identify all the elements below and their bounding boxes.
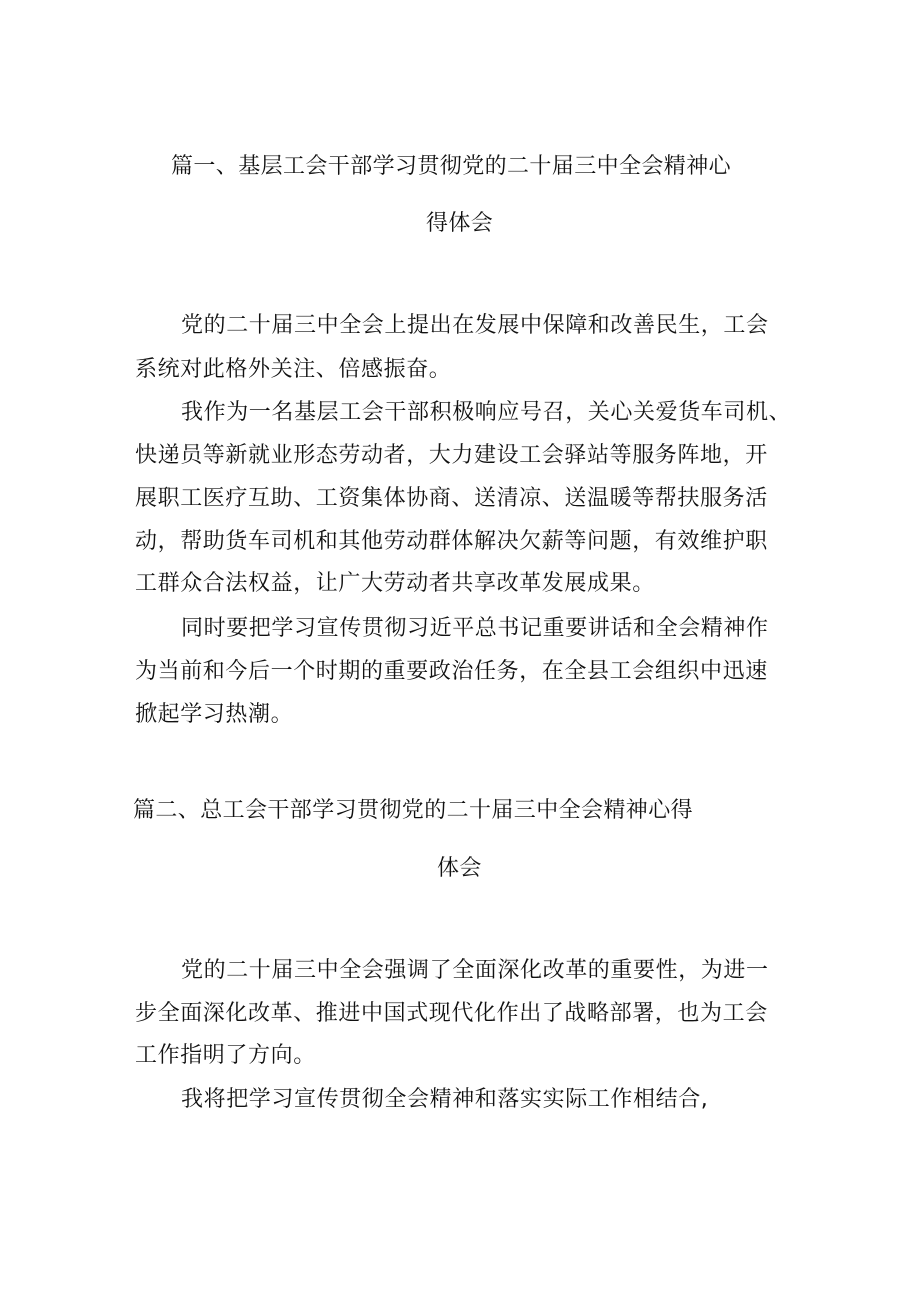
section-2-paragraph-1-line-2: 步全面深化改革、推进中国式现代化作出了战略部署，也为工会 [135, 1001, 768, 1026]
section-1-paragraph-3-line-3: 掀起学习热潮。 [135, 702, 294, 727]
section-1-paragraph-3-line-1: 同时要把学习宣传贯彻习近平总书记重要讲话和全会精神作 [181, 616, 769, 641]
section-2-paragraph-1-line-3: 工作指明了方向。 [135, 1043, 316, 1068]
section-1-paragraph-2-line-5: 工群众合法权益，让广大劳动者共享改革发展成果。 [135, 571, 655, 596]
section-1-title-line-2: 得体会 [426, 211, 494, 236]
section-1-paragraph-1-line-1: 党的二十届三中全会上提出在发展中保障和改善民生，工会 [181, 313, 769, 338]
section-1-paragraph-3-line-2: 为当前和今后一个时期的重要政治任务，在全县工会组织中迅速 [135, 659, 768, 684]
section-2-paragraph-2-line-1: 我将把学习宣传贯彻全会精神和落实实际工作相结合, [181, 1087, 709, 1112]
section-1-title-line-1: 篇一、基层工会干部学习贯彻党的二十届三中全会精神心 [171, 154, 732, 179]
section-1-paragraph-2-line-3: 展职工医疗互助、工资集体协商、送清凉、送温暖等帮扶服务活 [135, 486, 768, 511]
section-1-paragraph-1-line-2: 系统对此格外关注、倍感振奋。 [135, 357, 452, 382]
section-2-paragraph-1-line-1: 党的二十届三中全会强调了全面深化改革的重要性，为进一 [181, 958, 769, 983]
section-1-paragraph-2-line-1: 我作为一名基层工会干部积极响应号召，关心关爱货车司机、 [181, 400, 792, 425]
section-2-title-line-2: 体会 [437, 856, 482, 881]
section-1-paragraph-2-line-4: 动，帮助货车司机和其他劳动群体解决欠薪等问题，有效维护职 [135, 529, 768, 554]
section-1-paragraph-2-line-2: 快递员等新就业形态劳动者，大力建设工会驿站等服务阵地，开 [135, 443, 768, 468]
section-2-title-line-1: 篇二、总工会干部学习贯彻党的二十届三中全会精神心得 [133, 798, 694, 823]
